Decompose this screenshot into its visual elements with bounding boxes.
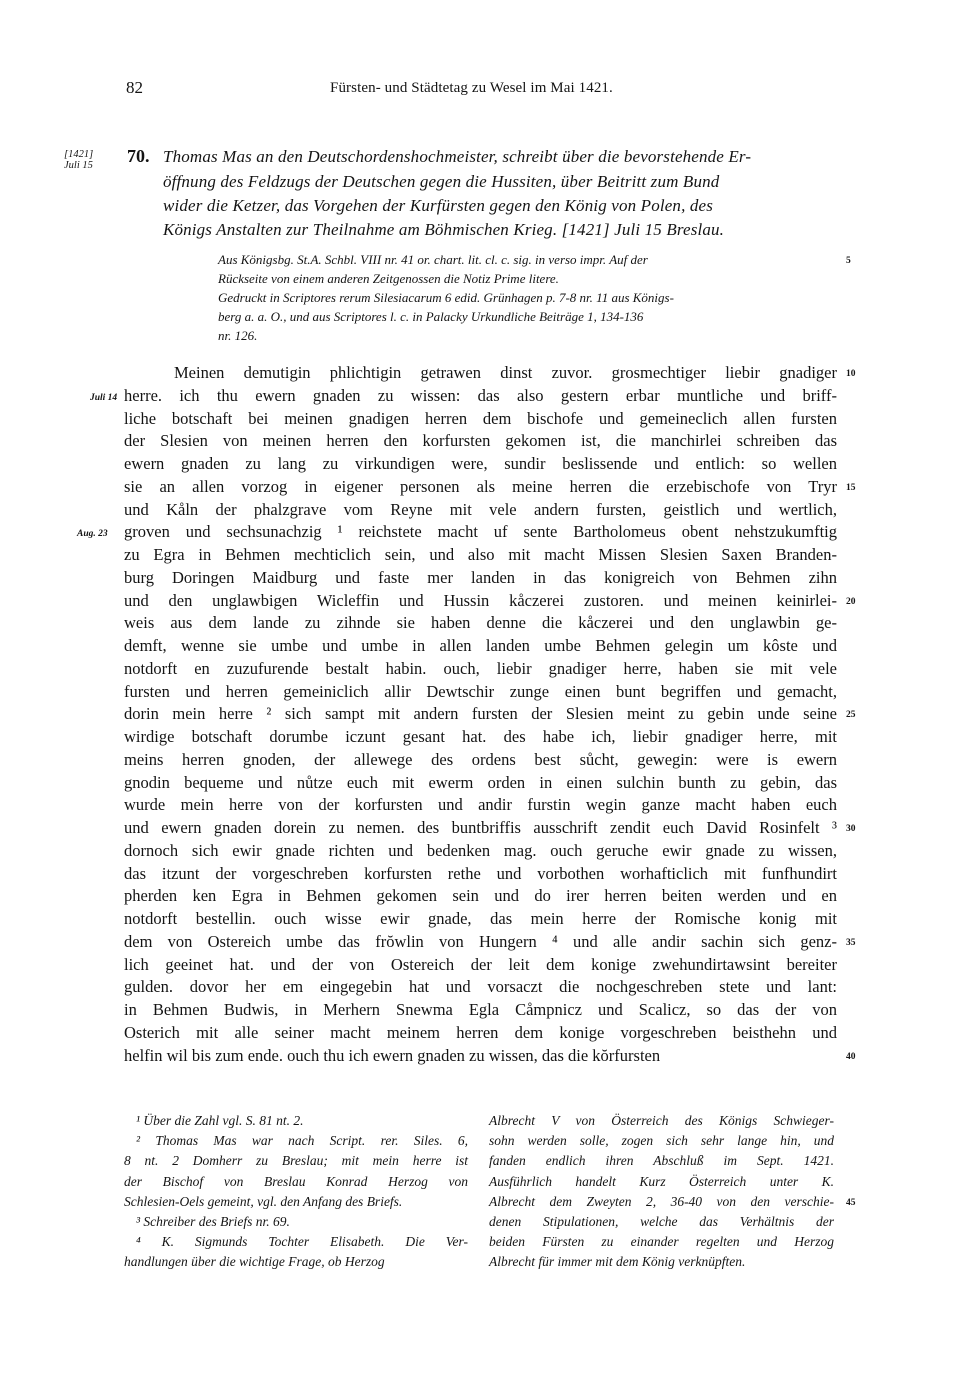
body-line: liche botschaft bei meinen gnadigen herren dem bischofe und gemeineclich allen fursten xyxy=(124,408,837,428)
body-line: groven und sechsunachzig ¹ reichstete macht uf sente Bartholomeus obent nehstzukumftig xyxy=(124,522,837,542)
body-line: fursten und herren gemeiniclich allir Dewtschir zunge einen bunt begriffen und gemacht, xyxy=(124,681,837,701)
body-line: gulden. dovor her em eingegebin hat und vorsaczt die nochgeschreben stete und lant: xyxy=(124,977,837,997)
body-line: herre. ich thu ewern gnaden zu wissen: das also gestern erbar muntliche und briff- xyxy=(124,385,837,405)
body-line: dorin mein herre ² sich sampt mit andern fursten der Slesien meint zu gebin unde seine xyxy=(124,704,837,724)
footnote-line: der Bischof von Breslau Konrad Herzog von xyxy=(124,1173,468,1189)
heading-line: wider die Ketzer, das Vorgehen der Kurfürsten gegen den König von Polen, des xyxy=(163,196,713,215)
body-line: pherden ken Egra in Behmen gekomen sein und do irer herren beiten werden und en xyxy=(124,886,837,906)
running-title: Fürsten- und Städtetag zu Wesel im Mai 1421. xyxy=(330,80,613,96)
body-line: und ewern gnaden dorein zu nemen. des buntbriffis ausschrift zendit euch David Rosinfelt ³ xyxy=(124,818,837,837)
body-line: lich geeinet hat. und der von Ostereich der leit dem konige zwehundirtawsint bereiter xyxy=(124,954,837,974)
source-line: Rückseite von einem anderen Zeitgenossen die Notiz Prime litere. xyxy=(218,271,559,286)
line-number: 5 xyxy=(846,256,851,266)
margin-date: Juli 14 xyxy=(90,392,118,403)
page-number: 82 xyxy=(126,78,143,97)
line-number: 25 xyxy=(846,710,856,721)
body-line: in Behmen Budwis, in Merhern Snewma Egla Cåmpnicz und Scalicz, so das der von xyxy=(124,1000,837,1019)
footnote-line: ¹ Über die Zahl vgl. S. 81 nt. 2. xyxy=(136,1113,304,1128)
line-number: 45 xyxy=(846,1197,856,1208)
body-line: meins herren gnoden, der allewege des ordens best sůcht, gewegin: were is ewern xyxy=(124,749,837,769)
footnote-line: Albrecht V von Österreich des Königs Schwieger- xyxy=(489,1113,834,1128)
margin-date-day: Juli 15 xyxy=(64,160,93,172)
body-line: wirdige botschaft dorumbe iczunt gesant hat. des habe ich, liebir gnadiger herre, mit xyxy=(124,727,837,746)
heading-line: öffnung des Feldzugs der Deutschen gegen die Hussiten, über Beitritt zum Bund xyxy=(163,172,720,191)
body-line: dem von Ostereich umbe das frŏwlin von Hungern ⁴ und alle andir sachin sich genz- xyxy=(124,931,837,951)
footnote-line: ³ Schreiber des Briefs nr. 69. xyxy=(136,1214,290,1229)
body-line: Osterich mit alle seiner macht meinem herren dem konige vorgeschreben beisthehn und xyxy=(124,1022,837,1042)
body-line: und den unglawbigen Wicleffin und Hussin kåczerei zustoren. und meinen keinirlei- xyxy=(124,590,837,610)
source-line: Gedruckt in Scriptores rerum Silesiacarum 6 edid. Grünhagen p. 7-8 nr. 11 aus Königs- xyxy=(218,290,674,305)
body-line: demft, wenne sie umbe und umbe in allen landen umbe Behmen gelegin um kôste und xyxy=(124,636,837,655)
footnote-line: Schlesien-Oels gemeint, vgl. den Anfang des Briefs. xyxy=(124,1193,403,1209)
heading-line: Königs Anstalten zur Theilnahme am Böhmischen Krieg. [1421] Juli 15 Breslau. xyxy=(163,220,725,239)
margin-date: Aug. 23 xyxy=(77,529,108,540)
document-margin-date xyxy=(64,149,93,171)
body-line: helfin wil bis zum ende. ouch thu ich ewern gnaden zu wissen, das die kŏrfursten xyxy=(124,1045,661,1065)
footnote-line: fanden endlich ihren Abschluß im Sept. 1421. xyxy=(489,1153,834,1169)
body-line: notdorft bestellin. ouch wisse ewir gnade, das mein herre der Romische konig mit xyxy=(124,909,837,928)
footnote-line: Albrecht für immer mit dem König verknüpften. xyxy=(489,1254,746,1270)
body-line: Meinen demutigin phlichtigin getrawen dinst zuvor. grosmechtiger liebir gnadiger xyxy=(174,363,837,382)
body-line: gnodin bequeme und nůtze euch mit ewerm orden in einen sulchin bunth zu gebin, das xyxy=(124,772,837,792)
footnote-line: handlungen über die wichtige Frage, ob Herzog xyxy=(124,1254,385,1270)
source-line: berg a. a. O., und aus Scriptores l. c. in Palacky Urkundliche Beiträge 1, 134-136 xyxy=(218,309,644,324)
footnote-line: beiden Fürsten zu einander regelten und Herzog xyxy=(489,1234,834,1250)
footnote-line: denen Stipulationen, welche das Verhältnis der xyxy=(489,1214,834,1229)
body-line: und Kåln der phalzgrave vom Reyne mit vele andern fursten, geistlich und wertlich, xyxy=(124,499,837,519)
body-line: der Slesien von meinen herren den korfursten gekomen ist, die manchirlei schreiben das xyxy=(124,431,837,451)
body-line: weis aus dem lande zu zihnde sie haben denne die kåczerei und den unglawbin ge- xyxy=(124,613,837,633)
footnote-line: Albrecht dem Zweyten 2, 36-40 von den verschie- xyxy=(489,1193,834,1209)
line-number: 40 xyxy=(846,1051,856,1062)
body-line: notdorft en zuzufurende bestalt habin. ouch, liebir gnadiger herre, haben sie mit vele xyxy=(124,658,837,678)
body-line: wurde mein herre von der korfursten und andir furstin wegin ganze macht haben euch xyxy=(124,795,837,815)
line-number: 30 xyxy=(846,824,856,834)
line-number: 20 xyxy=(846,596,856,607)
footnote-line: ² Thomas Mas war nach Script. rer. Siles. 6, xyxy=(136,1133,468,1149)
footnote-line: ⁴ K. Sigmunds Tochter Elisabeth. Die Ver- xyxy=(136,1234,468,1250)
body-line: das itzunt der vorgeschreben korfursten rethe und vorbothen worhafticlich mit funfhundirt xyxy=(124,863,837,883)
body-line: zu Egra in Behmen mechticlich sein, und also mit macht Missen Slesien Saxen Branden- xyxy=(124,545,837,564)
source-line: nr. 126. xyxy=(218,328,258,343)
footnote-line: 8 nt. 2 Domherr zu Breslau; mit mein herre ist xyxy=(124,1153,468,1169)
margin-date-year: [1421] xyxy=(64,149,94,160)
body-line: sie an allen vorzog in eigener personen als meine herren die erzebischofe von Tryr xyxy=(124,476,837,496)
line-number: 10 xyxy=(846,369,856,379)
heading-line: Thomas Mas an den Deutschordenshochmeister, schreibt über die bevorstehende Er- xyxy=(163,147,752,166)
body-line: ewern gnaden zu lang zu virkundigen were, sundir beslissende und entlich: so wellen xyxy=(124,454,837,473)
source-line: Aus Königsbg. St.A. Schbl. VIII nr. 41 or. chart. lit. cl. c. sig. in verso impr. Auf der xyxy=(218,252,648,267)
footnote-line: Ausführlich handelt Kurz Österreich unter K. xyxy=(489,1173,834,1189)
body-line: dornoch sich ewir gnade richten und bedenken mag. ouch geruche ewir gnade zu wissen, xyxy=(124,840,837,860)
body-line: burg Doringen Maidburg und faste mer landen in das konigreich von Behmen zihn xyxy=(124,567,837,587)
line-number: 15 xyxy=(846,482,856,493)
document-number: 70. xyxy=(127,146,150,166)
line-number: 35 xyxy=(846,937,856,948)
footnote-line: sohn werden solle, zogen sich sehr lange hin, und xyxy=(489,1133,834,1149)
